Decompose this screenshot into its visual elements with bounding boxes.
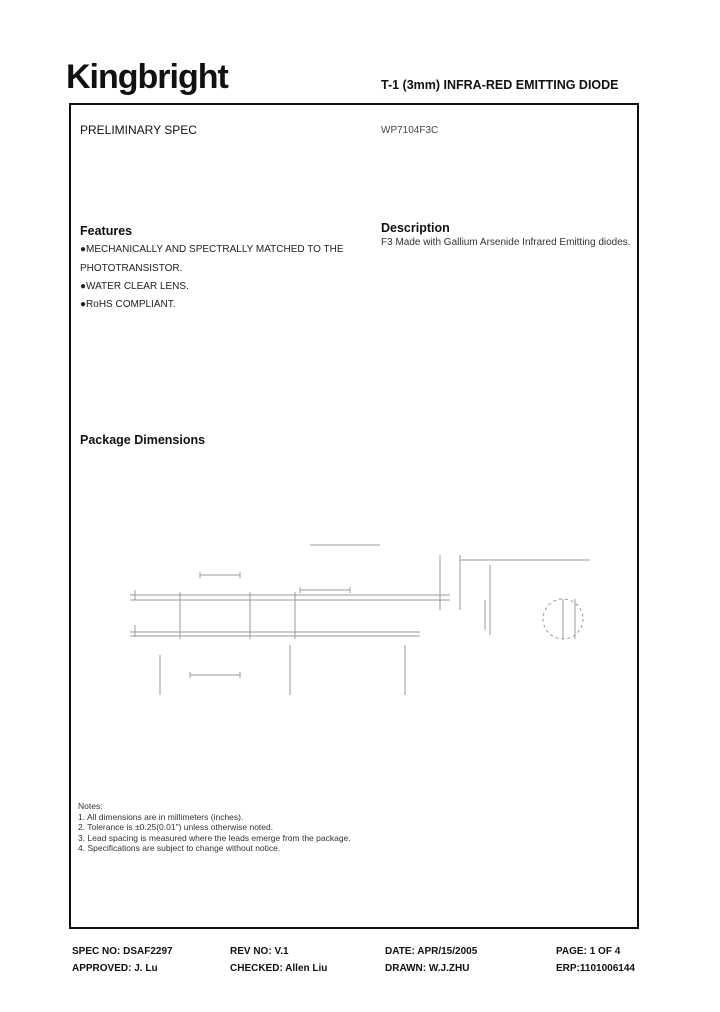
drawn-by: DRAWN: W.J.ZHU bbox=[385, 963, 470, 974]
spec-number: SPEC NO: DSAF2297 bbox=[72, 946, 173, 957]
feature-item: ●WATER CLEAR LENS. bbox=[80, 281, 189, 292]
feature-item: ●MECHANICALLY AND SPECTRALLY MATCHED TO THE bbox=[80, 244, 344, 255]
revision-number: REV NO: V.1 bbox=[230, 946, 289, 957]
note-item: 1. All dimensions are in millimeters (inches). bbox=[78, 811, 244, 822]
description-heading: Description bbox=[381, 221, 450, 235]
features-heading: Features bbox=[80, 224, 133, 238]
bullet-icon: ● bbox=[80, 244, 87, 255]
notes-block bbox=[78, 801, 351, 854]
notes-title: Notes: bbox=[78, 801, 103, 811]
approved-by: APPROVED: J. Lu bbox=[72, 963, 158, 974]
part-number: WP7104F3C bbox=[381, 125, 439, 136]
kingbright-logo: Kingbright bbox=[66, 58, 228, 96]
bullet-icon: ● bbox=[80, 281, 87, 292]
page-number: PAGE: 1 OF 4 bbox=[556, 946, 621, 957]
note-item: 2. Tolerance is ±0.25(0.01") unless otherwise noted. bbox=[78, 822, 274, 833]
checked-by: CHECKED: Allen Liu bbox=[230, 963, 328, 974]
package-drawing bbox=[120, 535, 620, 715]
description-text: F3 Made with Gallium Arsenide Infrared Emitting diodes. bbox=[381, 237, 631, 248]
package-dimensions-heading: Package Dimensions bbox=[80, 433, 206, 447]
spec-label: PRELIMINARY SPEC bbox=[80, 123, 197, 137]
note-item: 3. Lead spacing is measured where the leads emerge from the package. bbox=[78, 832, 351, 843]
bullet-icon: ● bbox=[80, 299, 87, 310]
note-item: 4. Specifications are subject to change without notice. bbox=[78, 843, 281, 854]
document-title: T-1 (3mm) INFRA-RED EMITTING DIODE bbox=[381, 78, 619, 92]
feature-item: ●RoHS COMPLIANT. bbox=[80, 299, 176, 310]
feature-item: PHOTOTRANSISTOR. bbox=[80, 263, 183, 274]
erp-number: ERP:1101006144 bbox=[556, 963, 635, 974]
release-date: DATE: APR/15/2005 bbox=[385, 946, 478, 957]
